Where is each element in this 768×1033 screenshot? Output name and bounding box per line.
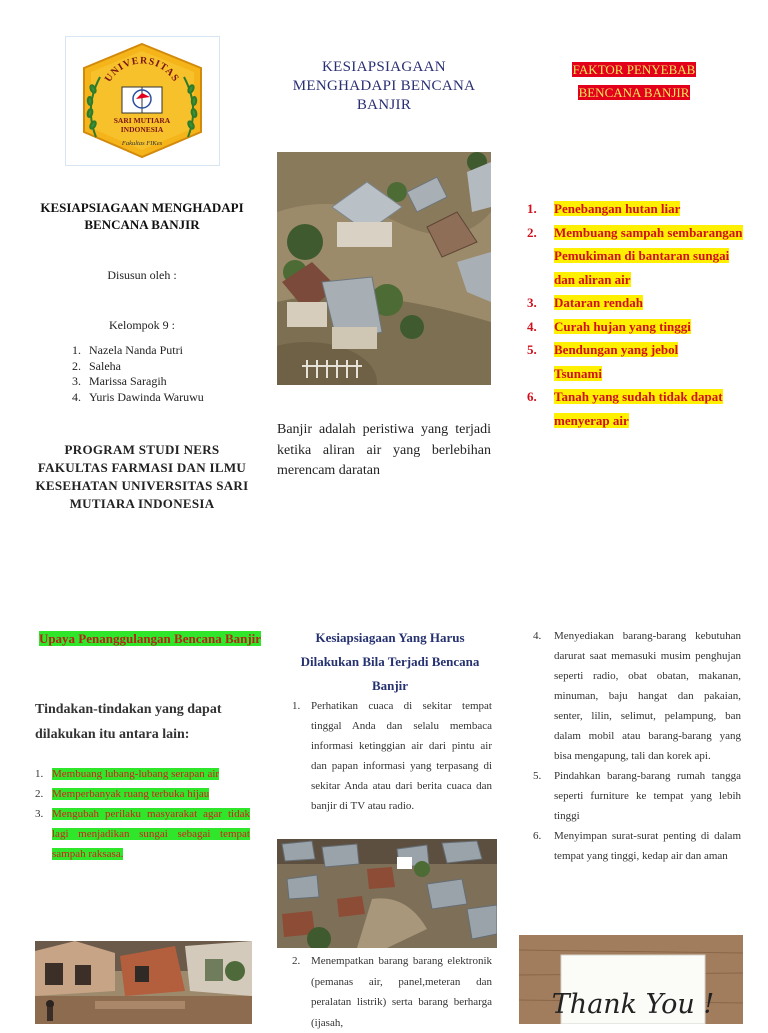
cause-item: 4. Curah hujan yang tinggi bbox=[527, 318, 691, 334]
preparedness-item: 2. Menempatkan barang barang elektronik (pemanas air, panel,meteran dan peralatan listrik) serta barang berharga (ijasah, bbox=[292, 955, 492, 1029]
logo-name-line2: INDONESIA bbox=[120, 125, 164, 134]
flood-aerial-photo bbox=[277, 152, 491, 385]
flooded-street-photo bbox=[35, 941, 252, 1024]
member-list bbox=[72, 343, 262, 405]
upaya-item: 2. Memperbanyak ruang terbuka hijau bbox=[35, 788, 210, 800]
upaya-title: Upaya Penanggulangan Bencana Banjir bbox=[38, 631, 262, 646]
member-item: 3. Marissa Saragih bbox=[72, 374, 167, 388]
upaya-list bbox=[35, 764, 250, 864]
flood-definition: Banjir adalah peristiwa yang terjadi ketika aliran air yang berlebihan merencam daratan bbox=[277, 422, 491, 478]
university-logo bbox=[65, 36, 220, 166]
cover-byline: Disusun oleh : bbox=[107, 268, 177, 282]
causes-list bbox=[527, 197, 747, 432]
causes-title bbox=[520, 58, 748, 104]
logo-faculty: Fakultas FIKes bbox=[121, 140, 163, 147]
upaya-item: 1. Membuang lubang-lubang serapan air bbox=[35, 768, 220, 780]
logo-name-line1: SARI MUTIARA bbox=[113, 116, 171, 125]
thank-you-card bbox=[519, 935, 743, 1024]
cover-group: Kelompok 9 : bbox=[109, 318, 175, 332]
flooded-village-photo bbox=[277, 839, 497, 948]
cause-item: 5. Bendungan yang jebol bbox=[527, 342, 679, 357]
causes-title-line1: FAKTOR PENYEBAB bbox=[572, 62, 696, 77]
thank-you-text: Thank You ! bbox=[551, 989, 715, 1020]
preparedness-item: 6. Menyimpan surat-surat penting di dalam tempat yang tinggi, kedap air dan aman bbox=[533, 830, 741, 862]
cause-item: 6. Tanah yang sudah tidak dapat menyerap air bbox=[527, 389, 723, 428]
cause-item: 2. Membuang sampah sembarangan bbox=[527, 224, 743, 240]
preparedness-list-3 bbox=[533, 626, 741, 866]
intro-title: KESIAPSIAGAAN MENGHADAPI BENCANA BANJIR bbox=[292, 59, 476, 113]
program-name: PROGRAM STUDI NERS FAKULTAS FARMASI DAN ILMU KESEHATAN UNIVERSITAS SARI MUTIARA INDONESIA bbox=[35, 442, 249, 511]
preparedness-item: 4. Menyediakan barang-barang kebutuhan darurat saat memasuki musim penghujan seperti radio, obat obatan, makanan, minuman, baju hangat dan pakaian, senter, lilin, selimut, pelampung, ban dalam mobil atau barang-barang yang bisa mengapung, tali dan korek api. bbox=[533, 630, 741, 762]
preparedness-list-1 bbox=[292, 696, 492, 816]
cause-item: Pemukiman di bantaran sungai dan aliran air bbox=[554, 248, 730, 287]
cause-item: Tsunami bbox=[554, 365, 602, 381]
preparedness-title: Kesiapsiagaan Yang Harus Dilakukan Bila Terjadi Bencana Banjir bbox=[300, 630, 480, 693]
cause-item: 1. Penebangan hutan liar bbox=[527, 201, 681, 216]
preparedness-item: 5. Pindahkan barang-barang rumah tangga seperti furniture ke tempat yang lebih tinggi bbox=[533, 770, 741, 822]
upaya-item: 3. Mengubah perilaku masyarakat agar tidak lagi menjadikan sungai sebagai tempat sampah raksasa. bbox=[35, 808, 250, 860]
upaya-intro: Tindakan-tindakan yang dapat dilakukan itu antara lain: bbox=[35, 702, 222, 742]
preparedness-item: 1. Perhatikan cuaca di sekitar tempat tinggal Anda dan selalu membaca informasi ketinggian air dari pintu air dan papan informasi yang terpasang di sekitar Anda atau dari berita cuaca dan banjir di TV atau radio. bbox=[292, 700, 492, 812]
cover-title: KESIAPSIAGAAN MENGHADAPI BENCANA BANJIR bbox=[40, 200, 244, 232]
member-item: 1. Nazela Nanda Putri bbox=[72, 343, 183, 357]
logo-arc-text: UNIVERSITAS bbox=[102, 55, 182, 85]
member-item: 2. Saleha bbox=[72, 358, 121, 373]
member-item: 4. Yuris Dawinda Waruwu bbox=[72, 389, 204, 404]
causes-title-line2: BENCANA BANJIR bbox=[578, 85, 690, 100]
cause-item: 3. Dataran rendah bbox=[527, 295, 643, 310]
preparedness-list-2 bbox=[292, 951, 492, 1033]
